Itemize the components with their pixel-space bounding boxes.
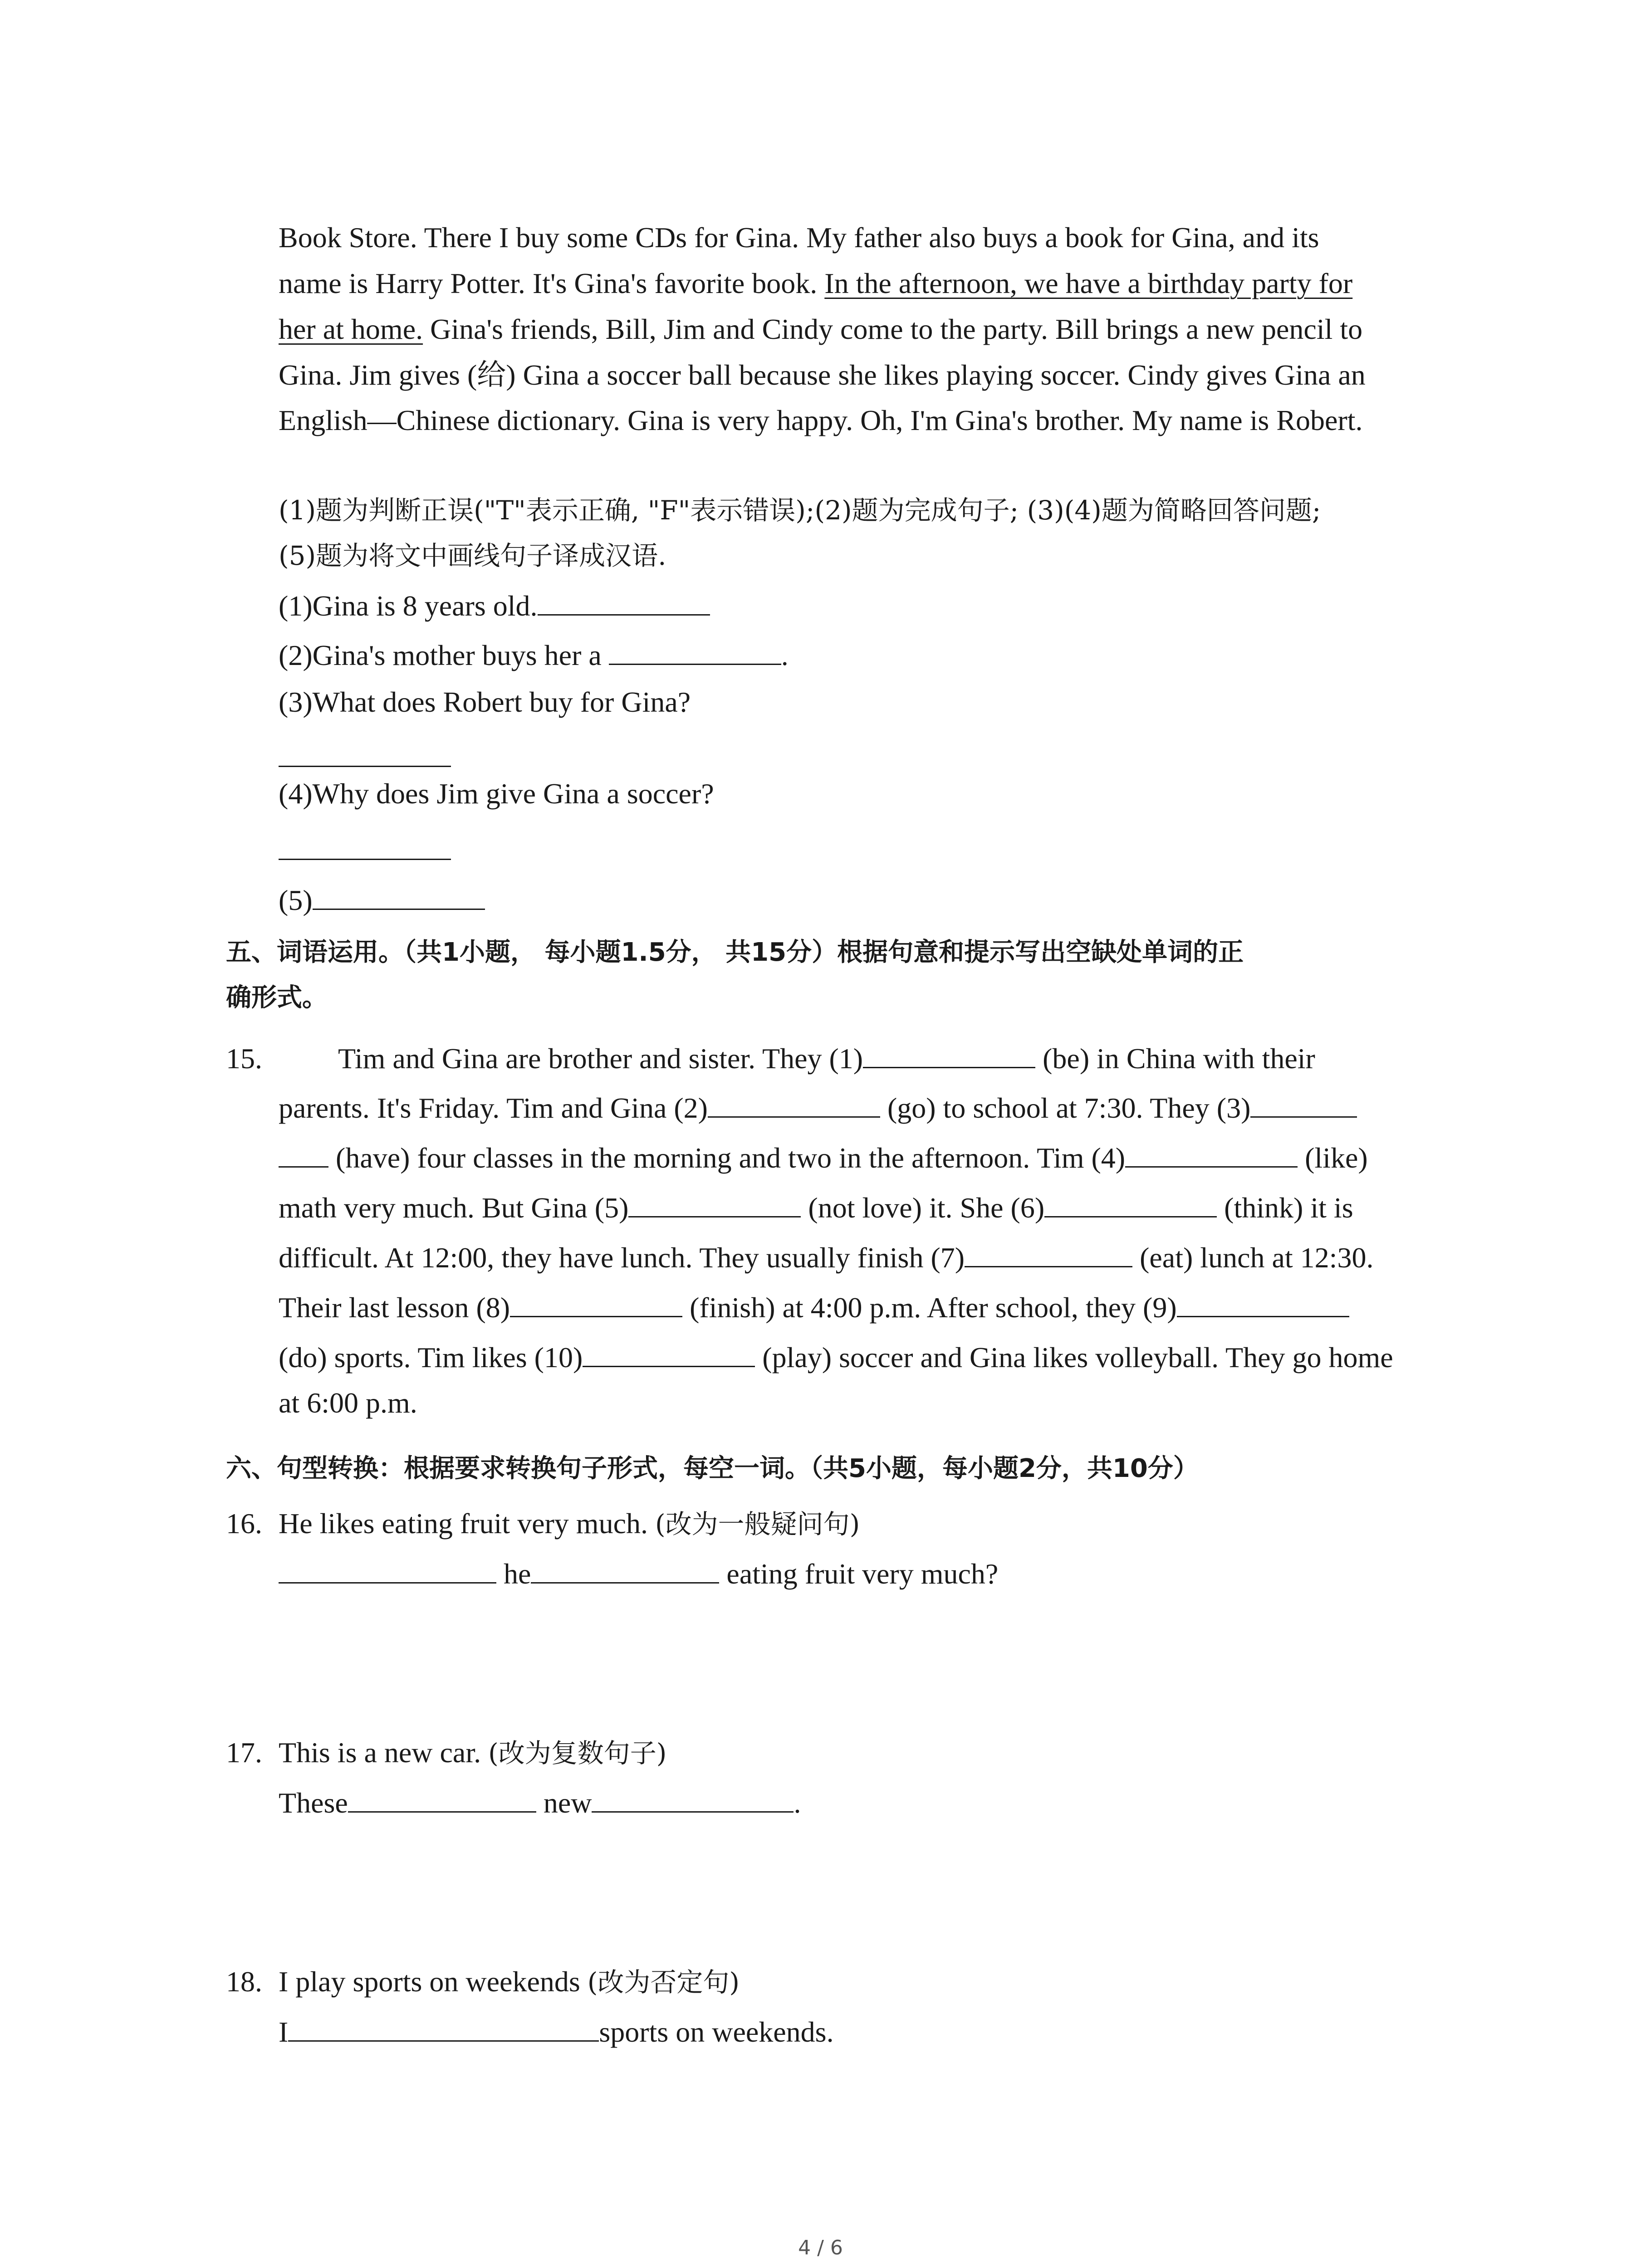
question-number: 17. [226, 1736, 262, 1769]
question-18 [279, 1964, 740, 2000]
instructions-line: (1)题为判断正误("T"表示正确, "F"表示错误);(2)题为完成句子; (3)(4)题为简略回答问题; [279, 495, 1321, 526]
cloze-text: Tim and Gina are brother and sister. They (1) [338, 1042, 863, 1075]
cloze-text: (think) it is [1217, 1192, 1353, 1224]
answer-blank[interactable] [313, 882, 485, 910]
cloze-line [338, 1041, 1315, 1077]
question-18-answer [279, 2014, 834, 2050]
question-number: 15. [226, 1042, 262, 1075]
answer-text: eating fruit very much? [719, 1558, 999, 1590]
answer-blank[interactable] [279, 1140, 328, 1168]
cloze-line [279, 1290, 1349, 1326]
answer-text: he [496, 1558, 531, 1590]
cloze-line [279, 1140, 1368, 1176]
cloze-text: (like) [1298, 1142, 1368, 1174]
question-17 [279, 1735, 666, 1771]
question-4-answer [279, 832, 451, 869]
answer-blank[interactable] [965, 1240, 1132, 1267]
answer-text: These [279, 1787, 348, 1819]
question-3-answer [279, 739, 451, 776]
underlined-sentence: In the afternoon, we have a birthday party for [824, 267, 1353, 299]
cloze-text: (be) in China with their [1035, 1042, 1315, 1075]
section-heading: 六、句型转换：根据要求转换句子形式，每空一词。（共5小题，每小题2分，共10分） [226, 1454, 1199, 1483]
instructions-line: (5)题为将文中画线句子译成汉语. [279, 540, 666, 571]
answer-blank[interactable] [288, 2014, 599, 2042]
answer-blank[interactable] [583, 1339, 755, 1367]
question-text: (1)Gina is 8 years old. [279, 590, 538, 622]
underlined-sentence: her at home. [279, 313, 423, 345]
answer-blank[interactable] [531, 1556, 719, 1584]
question-17-answer [279, 1785, 801, 1821]
question-number: 18. [226, 1965, 262, 1998]
question-hint: (改为复数句子) [488, 1738, 667, 1769]
passage-line: Gina. Jim gives (给) Gina a soccer ball because she likes playing soccer. Cindy gives Gina an [279, 359, 1366, 391]
question-hint: (改为一般疑问句) [655, 1509, 860, 1540]
answer-blank[interactable] [592, 1785, 794, 1813]
answer-blank[interactable] [1250, 1090, 1357, 1118]
cloze-text: (go) to school at 7:30. They (3) [880, 1092, 1251, 1124]
page-number: 4 / 6 [798, 2236, 843, 2259]
question-text: He likes eating fruit very much. [279, 1507, 655, 1540]
cloze-text: difficult. At 12:00, they have lunch. They usually finish (7) [279, 1242, 965, 1274]
passage-text: Gina's friends, Bill, Jim and Cindy come to the party. Bill brings a new pencil to [423, 313, 1363, 345]
cloze-line [279, 1190, 1353, 1226]
question-number: 16. [226, 1507, 262, 1540]
cloze-line [279, 1240, 1373, 1276]
cloze-line [279, 1339, 1393, 1376]
answer-blank[interactable] [609, 637, 781, 665]
answer-blank[interactable] [1044, 1190, 1217, 1217]
question-text: This is a new car. [279, 1736, 489, 1769]
question-text: (5) [279, 884, 313, 916]
answer-text: sports on weekends. [599, 2016, 834, 2048]
cloze-text: math very much. But Gina (5) [279, 1192, 629, 1224]
cloze-text: (play) soccer and Gina likes volleyball. They go home [755, 1341, 1393, 1374]
passage-line [279, 265, 1352, 302]
answer-blank[interactable] [538, 588, 710, 616]
passage-text: name is Harry Potter. It's Gina's favorite book. [279, 267, 825, 299]
question-text: (2)Gina's mother buys her a [279, 639, 609, 671]
section-heading: 确形式。 [226, 983, 328, 1012]
cloze-text: parents. It's Friday. Tim and Gina (2) [279, 1092, 708, 1124]
question-text: I play sports on weekends [279, 1965, 588, 1998]
answer-text: I [279, 2016, 289, 2048]
answer-text: new [536, 1787, 592, 1819]
question-16 [279, 1505, 860, 1542]
answer-blank[interactable] [1177, 1290, 1349, 1317]
cloze-line: at 6:00 p.m. [279, 1387, 417, 1419]
section-heading: 五、词语运用。（共1小题， 每小题1.5分， 共15分）根据句意和提示写出空缺处单词的正 [226, 938, 1244, 967]
answer-text: . [794, 1787, 801, 1819]
cloze-text: (eat) lunch at 12:30. [1132, 1242, 1374, 1274]
cloze-text: Their last lesson (8) [279, 1291, 510, 1324]
question-hint: (改为否定句) [587, 1967, 740, 1998]
passage-line: Book Store. There I buy some CDs for Gina. My father also buys a book for Gina, and its [279, 221, 1319, 254]
answer-blank[interactable] [628, 1190, 801, 1217]
question-4: (4)Why does Jim give Gina a soccer? [279, 777, 714, 810]
answer-blank[interactable] [510, 1290, 682, 1317]
answer-blank[interactable] [1125, 1140, 1298, 1168]
cloze-text: (finish) at 4:00 p.m. After school, they (9) [682, 1291, 1177, 1324]
cloze-text: (not love) it. She (6) [801, 1192, 1045, 1224]
passage-line [279, 311, 1362, 347]
cloze-text: (have) four classes in the morning and two in the afternoon. Tim (4) [328, 1142, 1126, 1174]
answer-blank[interactable] [708, 1090, 880, 1118]
question-5 [279, 882, 485, 919]
question-16-answer [279, 1556, 998, 1592]
question-2 [279, 637, 789, 674]
answer-blank[interactable] [863, 1041, 1035, 1068]
answer-blank[interactable] [279, 1556, 496, 1584]
cloze-text: (do) sports. Tim likes (10) [279, 1341, 583, 1374]
question-1 [279, 588, 710, 624]
passage-line: English—Chinese dictionary. Gina is very happy. Oh, I'm Gina's brother. My name is Robert. [279, 404, 1363, 436]
question-text: . [781, 639, 789, 671]
cloze-line [279, 1090, 1357, 1126]
answer-blank[interactable] [279, 832, 451, 860]
answer-blank[interactable] [348, 1785, 536, 1813]
answer-blank[interactable] [279, 739, 451, 767]
question-3: (3)What does Robert buy for Gina? [279, 686, 691, 718]
